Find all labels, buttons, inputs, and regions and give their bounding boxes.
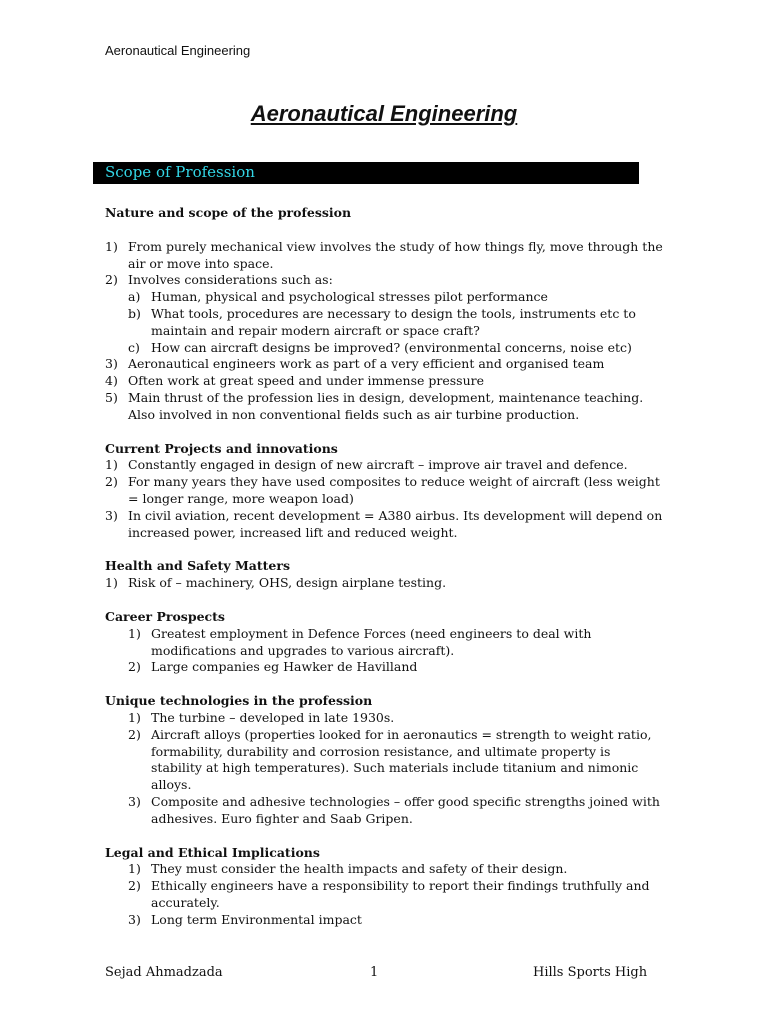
section-heading-career: Career Prospects [105, 608, 225, 624]
list-item: 2) Large companies eg Hawker de Havilland [128, 659, 418, 675]
section-banner [93, 162, 639, 184]
list-item: 2) Ethically engineers have a responsibility to report their findings truthfully and accurately. [128, 878, 650, 910]
list-item: 2) For many years they have used composites to reduce weight of aircraft (less weight = longer range, more weapon load) [105, 474, 660, 506]
list-item: 5) Main thrust of the profession lies in design, development, maintenance teaching. Also involved in non conventional fields such as air turbine production. [105, 389, 644, 422]
list-item: 3) Aeronautical engineers work as part of a very efficient and organised team [105, 356, 605, 372]
list-tech [105, 710, 665, 828]
list-item: 4) Often work at great speed and under immense pressure [105, 373, 485, 389]
section-heading-tech: Unique technologies in the profession [105, 693, 373, 709]
list-item: 3) Composite and adhesive technologies – offer good specific strengths joined with adhesives. Euro fighter and Saab Gripen. [128, 793, 660, 826]
list-item: 1) From purely mechanical view involves the study of how things fly, move through the air or move into space. [105, 238, 663, 271]
list-item: 3) In civil aviation, recent development = A380 airbus. Its development will depend on increased power, increased lift and reduced weight. [105, 507, 663, 540]
page-title: Aeronautical Engineering [250, 101, 518, 126]
list-projects [105, 457, 665, 541]
list-item: 3) Long term Environmental impact [128, 911, 362, 927]
running-header: Aeronautical Engineering [105, 43, 251, 58]
list-career [105, 626, 665, 676]
section-heading-legal: Legal and Ethical Implications [105, 844, 320, 860]
banner-label: Scope of Profession [105, 163, 255, 181]
section-heading-health: Health and Safety Matters [105, 558, 291, 574]
list-nature [105, 239, 665, 424]
list-item: 1) Constantly engaged in design of new aircraft – improve air travel and defence. [105, 457, 628, 473]
list-item: 2) Involves considerations such as: [105, 272, 333, 288]
sub-list-item: a) Human, physical and psychological stresses pilot performance [128, 289, 548, 305]
list-legal [105, 861, 665, 928]
list-item: 1) The turbine – developed in late 1930s. [128, 709, 395, 725]
footer-page-number: 1 [370, 965, 379, 980]
section-heading-nature: Nature and scope of the profession [105, 205, 352, 220]
section-heading-projects: Current Projects and innovations [105, 440, 338, 456]
list-health [105, 575, 665, 592]
footer-author: Sejad Ahmadzada [105, 965, 223, 980]
list-item: 1) They must consider the health impacts and safety of their design. [128, 861, 568, 877]
document-body [105, 205, 665, 928]
list-item: 1) Greatest employment in Defence Forces (need engineers to deal with modifications and upgrades to various aircraft). [128, 625, 592, 658]
sub-list-item: b) What tools, procedures are necessary to design the tools, instruments etc to maintain and repair modern aircraft or space craft? [128, 305, 636, 338]
list-item: 1) Risk of – machinery, OHS, design airplane testing. [105, 575, 447, 591]
footer-school: Hills Sports High [533, 965, 648, 980]
sub-list-item: c) How can aircraft designs be improved? (environmental concerns, noise etc) [128, 339, 632, 355]
list-item: 2) Aircraft alloys (properties looked for in aeronautics = strength to weight ratio, formability, durability and corrosion resistance, and ultimate property is stability at high temperatures). Such materials include titanium and nimonic alloys. [128, 726, 652, 793]
